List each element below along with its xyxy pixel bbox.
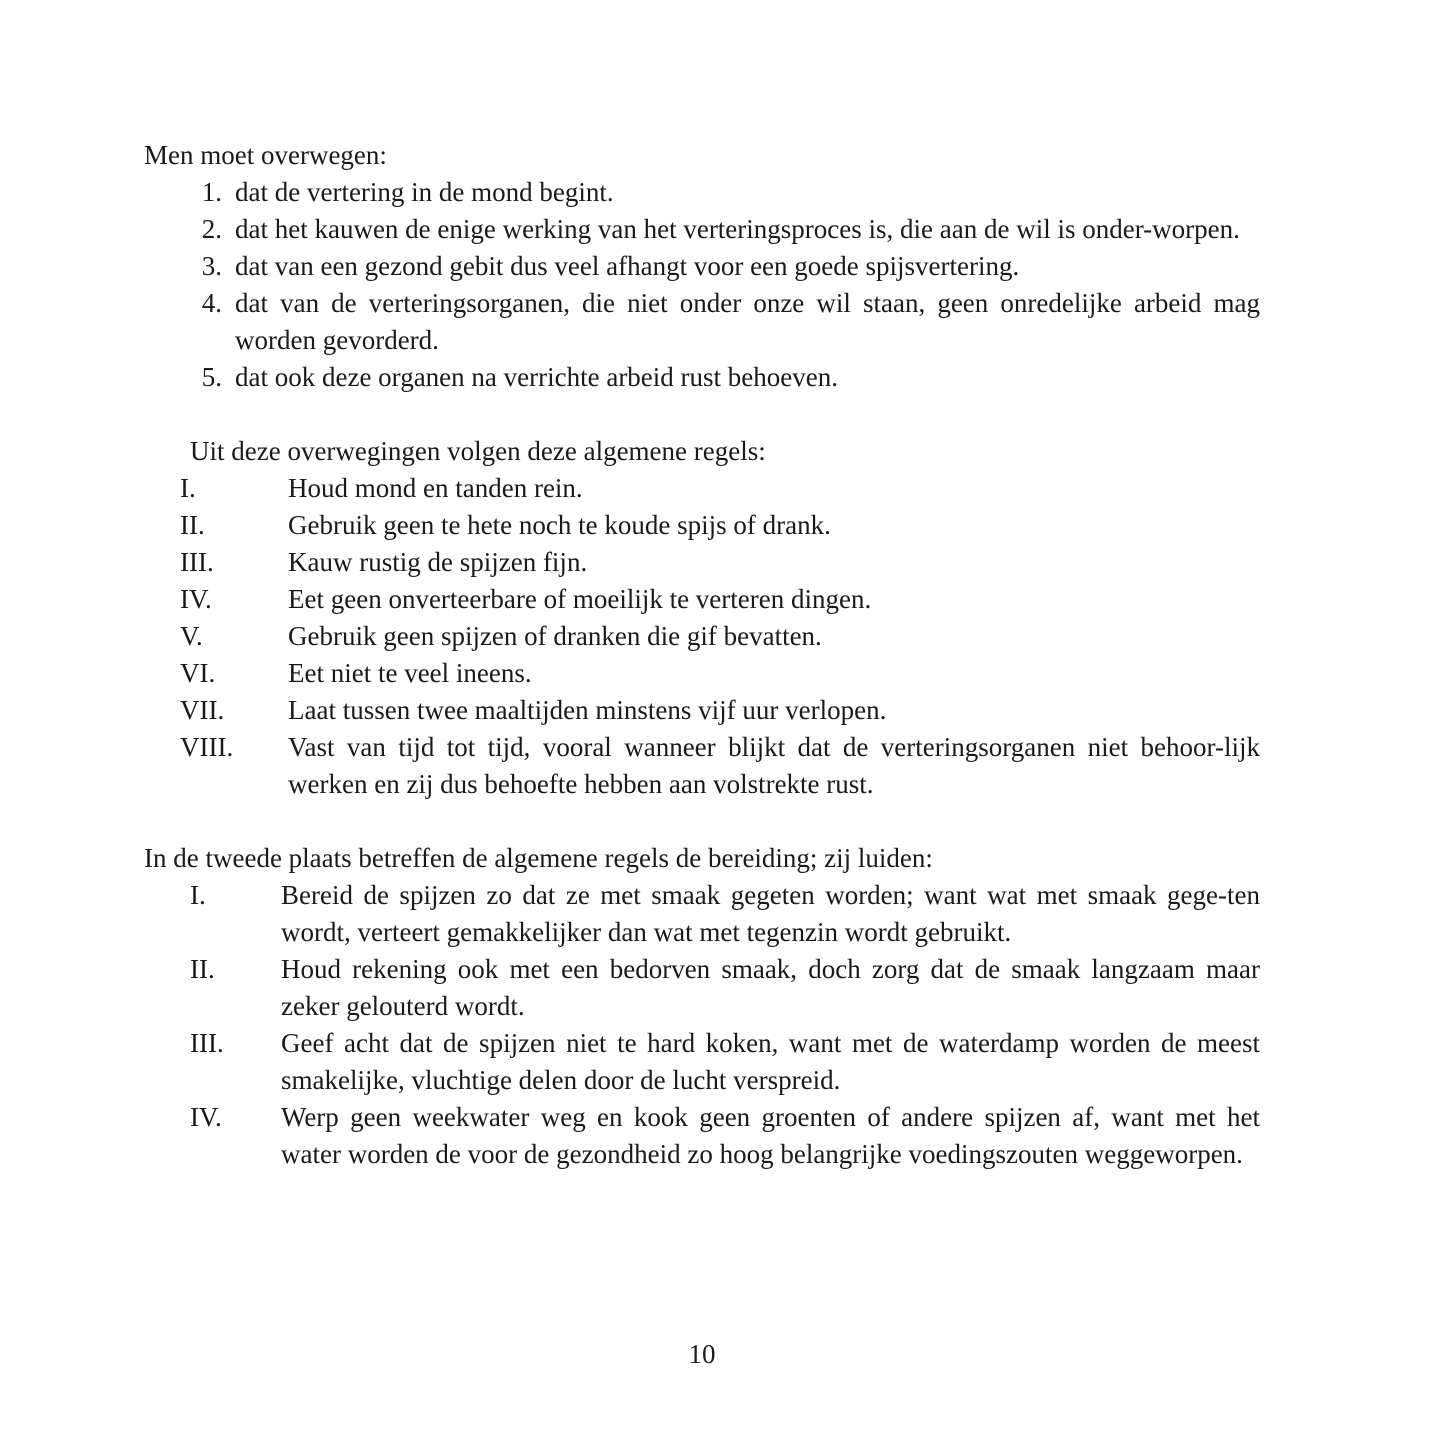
rule-item-2 [144,507,1260,544]
document-page [144,137,1260,1173]
list-marker: 1. [201,177,222,207]
rule-item-4 [144,581,1260,618]
considerations-intro: Men moet overwegen: [144,140,387,170]
consideration-item-4 [144,285,1260,359]
rule-item-1 [144,470,1260,507]
list-marker: VIII. [180,732,234,762]
preparation-rule-item-2 [144,951,1260,1025]
rule-text: Gebruik geen spijzen of dranken die gif bevatten. [288,621,822,651]
rule-item-6 [144,655,1260,692]
list-marker: I. [190,880,206,910]
list-marker: 4. [201,288,222,318]
list-marker: 2. [201,214,222,244]
preparation-rule-text: Geef acht dat de spijzen niet te hard koken, want met de waterdamp worden de meest smakelijke, vluchtige delen door de lucht verspreid. [281,1028,1260,1095]
preparation-rule-text: Werp geen weekwater weg en kook geen groenten of andere spijzen af, want met het water worden de voor de gezondheid zo hoog belangrijke voedingszouten weggeworpen. [281,1102,1260,1169]
consideration-text: dat de vertering in de mond begint. [235,177,614,207]
list-marker: II. [180,510,205,540]
preparation-rule-text: Bereid de spijzen zo dat ze met smaak gegeten worden; want wat met smaak gege-ten wordt, verteert gemakkelijker dan wat met tegenzin wordt gebruikt. [281,880,1260,947]
list-marker: 5. [201,362,222,392]
list-marker: V. [180,621,203,651]
preparation-intro: In de tweede plaats betreffen de algemene regels de bereiding; zij luiden: [144,843,933,873]
consideration-item-2 [144,211,1260,248]
considerations-list [144,174,1260,396]
preparation-rule-item-4 [144,1099,1260,1173]
consideration-text: dat van een gezond gebit dus veel afhangt voor een goede spijsvertering. [235,251,1020,281]
rule-text: Kauw rustig de spijzen fijn. [288,547,588,577]
preparation-rule-text: Houd rekening ook met een bedorven smaak, doch zorg dat de smaak langzaam maar zeker gelouterd wordt. [281,954,1260,1021]
consideration-item-1 [144,174,1260,211]
preparation-rule-item-1 [144,877,1260,951]
rule-text: Eet niet te veel ineens. [288,658,532,688]
rule-text: Gebruik geen te hete noch te koude spijs of drank. [288,510,831,540]
list-marker: 3. [201,251,222,281]
rule-item-5 [144,618,1260,655]
rule-item-7 [144,692,1260,729]
rule-text: Houd mond en tanden rein. [288,473,583,503]
preparation-rule-item-3 [144,1025,1260,1099]
consideration-text: dat van de verteringsorganen, die niet onder onze wil staan, geen onredelijke arbeid mag worden gevorderd. [235,288,1260,355]
consideration-item-5 [144,359,1260,396]
rule-item-8 [144,729,1260,803]
rules-list [144,470,1260,803]
list-marker: VI. [180,658,216,688]
list-marker: I. [180,473,196,503]
list-marker: VII. [180,695,225,725]
rules-intro: Uit deze overwegingen volgen deze algemene regels: [190,436,766,466]
consideration-text: dat ook deze organen na verrichte arbeid rust behoeven. [235,362,838,392]
list-marker: II. [190,954,215,984]
preparation-rules-list [144,877,1260,1173]
list-marker: IV. [180,584,212,614]
consideration-item-3 [144,248,1260,285]
rule-text: Laat tussen twee maaltijden minstens vijf uur verlopen. [288,695,887,725]
rule-text: Eet geen onverteerbare of moeilijk te verteren dingen. [288,584,872,614]
list-marker: IV. [190,1102,222,1132]
list-marker: III. [190,1028,224,1058]
page-number: 10 [688,1339,716,1369]
rule-item-3 [144,544,1260,581]
consideration-text: dat het kauwen de enige werking van het verteringsproces is, die aan de wil is onder-worpen. [235,214,1240,244]
list-marker: III. [180,547,214,577]
rule-text: Vast van tijd tot tijd, vooral wanneer blijkt dat de verteringsorganen niet behoor-lijk werken en zij dus behoefte hebben aan volstrekte rust. [288,732,1260,799]
